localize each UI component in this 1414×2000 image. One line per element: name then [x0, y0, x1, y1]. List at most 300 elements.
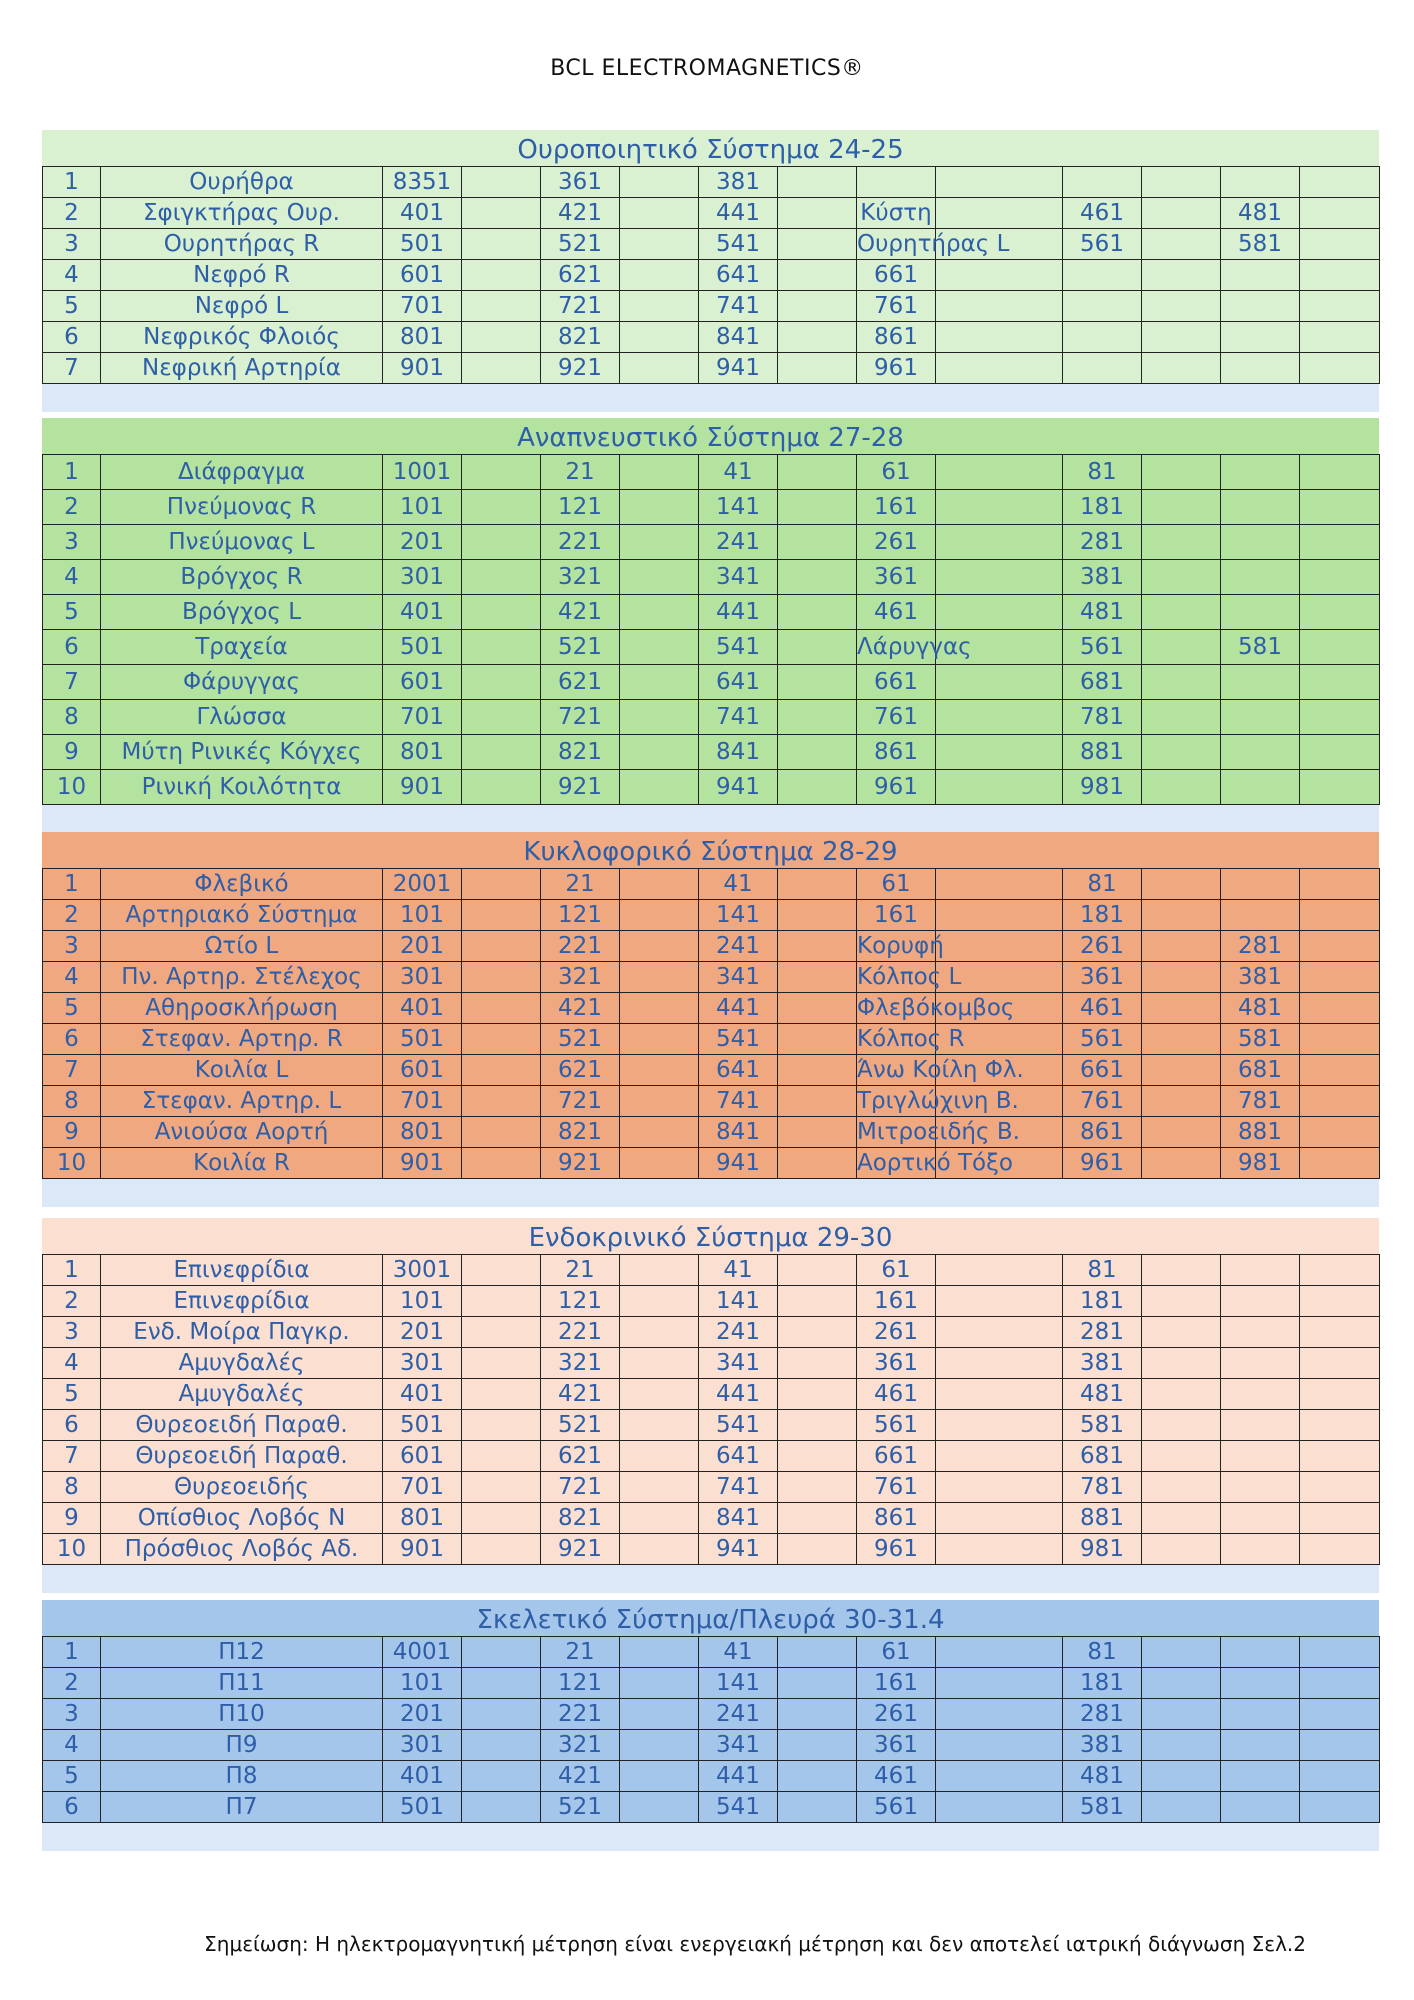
table-row — [43, 229, 1380, 260]
cell-value — [1221, 260, 1300, 291]
table-row — [43, 931, 1380, 962]
table-row — [43, 1534, 1380, 1565]
cell-value — [778, 700, 857, 735]
cell-value — [620, 198, 699, 229]
table-row — [43, 770, 1380, 805]
row-number: 7 — [43, 665, 101, 700]
cell-value — [778, 291, 857, 322]
row-number: 9 — [43, 735, 101, 770]
cell-value — [778, 1441, 857, 1472]
cell-value: 761 — [857, 291, 936, 322]
cell-value: 601 — [383, 665, 462, 700]
organ-name: Νεφρό L — [101, 291, 383, 322]
table-row — [43, 1055, 1380, 1086]
cell-value: 761 — [1063, 1086, 1142, 1117]
cell-value — [462, 1441, 541, 1472]
cell-value: 701 — [383, 1472, 462, 1503]
cell-value: 241 — [699, 931, 778, 962]
cell-value: 281 — [1063, 525, 1142, 560]
row-number: 6 — [43, 1410, 101, 1441]
row-number: 1 — [43, 869, 101, 900]
section-table — [42, 868, 1380, 1179]
cell-value — [462, 1730, 541, 1761]
organ-name: Διάφραγμα — [101, 455, 383, 490]
row-number: 6 — [43, 1792, 101, 1823]
cell-value: 881 — [1221, 1117, 1300, 1148]
cell-value — [1300, 735, 1380, 770]
cell-value: Κορυφή — [857, 931, 936, 962]
cell-value: 201 — [383, 1699, 462, 1730]
cell-value: 401 — [383, 198, 462, 229]
cell-value — [462, 700, 541, 735]
row-number: 10 — [43, 770, 101, 805]
cell-value: 261 — [857, 525, 936, 560]
cell-value — [620, 291, 699, 322]
cell-value — [1300, 869, 1380, 900]
cell-value — [1221, 291, 1300, 322]
cell-value — [1142, 1348, 1221, 1379]
cell-value — [1221, 322, 1300, 353]
table-row — [43, 1255, 1380, 1286]
organ-name: Θυρεοειδή Παραθ. — [101, 1441, 383, 1472]
cell-value: 761 — [857, 700, 936, 735]
cell-value: 401 — [383, 1379, 462, 1410]
cell-value: 361 — [857, 1348, 936, 1379]
row-number: 9 — [43, 1117, 101, 1148]
table-row — [43, 1792, 1380, 1823]
cell-value — [936, 1379, 1063, 1410]
section-5 — [42, 1600, 1379, 1851]
row-number: 7 — [43, 1055, 101, 1086]
cell-value — [462, 1086, 541, 1117]
organ-name: Ωτίο L — [101, 931, 383, 962]
cell-value — [1221, 1379, 1300, 1410]
organ-name: Πνεύμονας L — [101, 525, 383, 560]
cell-value — [1300, 1055, 1380, 1086]
cell-value — [620, 1148, 699, 1179]
cell-value: 661 — [857, 1441, 936, 1472]
cell-value — [1300, 630, 1380, 665]
row-number: 1 — [43, 1255, 101, 1286]
cell-value: 801 — [383, 322, 462, 353]
cell-value — [936, 1761, 1063, 1792]
cell-value: 141 — [699, 900, 778, 931]
cell-value — [620, 322, 699, 353]
organ-name: Πρόσθιος Λοβός Αδ. — [101, 1534, 383, 1565]
cell-value — [778, 900, 857, 931]
row-number: 2 — [43, 900, 101, 931]
cell-value — [1063, 322, 1142, 353]
cell-value — [1142, 630, 1221, 665]
cell-value: 201 — [383, 1317, 462, 1348]
organ-name: Νεφρική Αρτηρία — [101, 353, 383, 384]
cell-value — [462, 1055, 541, 1086]
cell-value: 41 — [699, 869, 778, 900]
cell-value — [462, 1534, 541, 1565]
cell-value — [857, 167, 936, 198]
cell-value: 21 — [541, 1637, 620, 1668]
cell-value — [1221, 353, 1300, 384]
cell-value — [462, 1668, 541, 1699]
cell-value — [936, 1534, 1063, 1565]
cell-value: 441 — [699, 993, 778, 1024]
table-row — [43, 322, 1380, 353]
cell-value — [936, 322, 1063, 353]
cell-value: 521 — [541, 1024, 620, 1055]
cell-value: 161 — [857, 900, 936, 931]
cell-value — [936, 198, 1063, 229]
cell-value: 821 — [541, 1503, 620, 1534]
cell-value — [778, 1534, 857, 1565]
cell-value — [462, 1761, 541, 1792]
cell-value — [778, 630, 857, 665]
row-number: 5 — [43, 993, 101, 1024]
organ-name: Στεφαν. Αρτηρ. L — [101, 1086, 383, 1117]
organ-name: Π7 — [101, 1792, 383, 1823]
table-row — [43, 1761, 1380, 1792]
cell-value: 841 — [699, 1117, 778, 1148]
row-number: 2 — [43, 1668, 101, 1699]
cell-value — [936, 1699, 1063, 1730]
cell-value: 981 — [1063, 770, 1142, 805]
cell-value: 301 — [383, 1348, 462, 1379]
cell-value: Λάρυγγας — [857, 630, 936, 665]
cell-value: 81 — [1063, 869, 1142, 900]
cell-value: 821 — [541, 322, 620, 353]
cell-value — [462, 869, 541, 900]
cell-value: 321 — [541, 1348, 620, 1379]
table-row — [43, 1148, 1380, 1179]
cell-value: 461 — [1063, 993, 1142, 1024]
cell-value: 741 — [699, 291, 778, 322]
organ-name: Θυρεοειδής — [101, 1472, 383, 1503]
cell-value — [620, 455, 699, 490]
cell-value: 481 — [1063, 1379, 1142, 1410]
organ-name: Βρόγχος R — [101, 560, 383, 595]
cell-value — [778, 1286, 857, 1317]
cell-value: 321 — [541, 560, 620, 595]
cell-value — [1063, 291, 1142, 322]
cell-value: 521 — [541, 630, 620, 665]
row-number: 3 — [43, 1699, 101, 1730]
cell-value — [462, 931, 541, 962]
cell-value: 781 — [1063, 1472, 1142, 1503]
cell-value: 581 — [1221, 630, 1300, 665]
cell-value — [1142, 1472, 1221, 1503]
cell-value: 821 — [541, 735, 620, 770]
cell-value: 961 — [857, 353, 936, 384]
section-title: Αναπνευστικό Σύστημα 27-28 — [517, 423, 904, 453]
cell-value — [462, 595, 541, 630]
cell-value — [462, 1117, 541, 1148]
cell-value — [1300, 198, 1380, 229]
cell-value — [1142, 1503, 1221, 1534]
organ-name: Βρόγχος L — [101, 595, 383, 630]
cell-value — [620, 1534, 699, 1565]
cell-value — [462, 1379, 541, 1410]
cell-value — [1221, 1668, 1300, 1699]
section-title: Σκελετικό Σύστημα/Πλευρά 30-31.4 — [476, 1605, 945, 1635]
cell-value: 281 — [1221, 931, 1300, 962]
cell-value — [620, 260, 699, 291]
cell-value — [1221, 665, 1300, 700]
section-title: Κυκλοφορικό Σύστημα 28-29 — [523, 837, 898, 867]
cell-value — [1221, 1534, 1300, 1565]
row-number: 3 — [43, 931, 101, 962]
cell-value: 761 — [857, 1472, 936, 1503]
cell-value: 481 — [1221, 198, 1300, 229]
cell-value: 661 — [1063, 1055, 1142, 1086]
cell-value: 401 — [383, 595, 462, 630]
cell-value: 781 — [1063, 700, 1142, 735]
cell-value — [936, 931, 1063, 962]
cell-value — [1221, 1255, 1300, 1286]
cell-value — [1142, 198, 1221, 229]
cell-value: 621 — [541, 260, 620, 291]
cell-value — [620, 735, 699, 770]
organ-name: Ανιούσα Αορτή — [101, 1117, 383, 1148]
cell-value — [1142, 595, 1221, 630]
cell-value — [462, 1317, 541, 1348]
cell-value — [1300, 1348, 1380, 1379]
cell-value — [1300, 1024, 1380, 1055]
cell-value: 641 — [699, 665, 778, 700]
cell-value — [620, 1317, 699, 1348]
cell-value — [620, 1348, 699, 1379]
cell-value — [620, 931, 699, 962]
cell-value — [620, 1086, 699, 1117]
cell-value — [620, 1441, 699, 1472]
cell-value: 801 — [383, 1503, 462, 1534]
row-number: 7 — [43, 353, 101, 384]
brand-title: BCL ELECTROMAGNETICS® — [550, 56, 864, 81]
row-number: 4 — [43, 260, 101, 291]
cell-value: 241 — [699, 1699, 778, 1730]
cell-value — [1142, 260, 1221, 291]
cell-value — [1300, 900, 1380, 931]
cell-value: 161 — [857, 490, 936, 525]
cell-value — [620, 229, 699, 260]
section-title: Ενδοκρινικό Σύστημα 29-30 — [528, 1223, 893, 1253]
cell-value — [936, 560, 1063, 595]
cell-value: Φλεβόκομβος — [857, 993, 936, 1024]
cell-value — [778, 1055, 857, 1086]
cell-value — [778, 455, 857, 490]
table-row — [43, 900, 1380, 931]
cell-value — [1221, 770, 1300, 805]
cell-value: 821 — [541, 1117, 620, 1148]
cell-value — [1221, 1637, 1300, 1668]
cell-value: 621 — [541, 1055, 620, 1086]
cell-value — [778, 595, 857, 630]
cell-value — [620, 525, 699, 560]
cell-value: Κόλπος R — [857, 1024, 936, 1055]
cell-value — [936, 490, 1063, 525]
cell-value — [1300, 665, 1380, 700]
cell-value — [1300, 595, 1380, 630]
cell-value — [462, 291, 541, 322]
row-number: 8 — [43, 1086, 101, 1117]
cell-value — [778, 1117, 857, 1148]
cell-value — [778, 1410, 857, 1441]
cell-value: 421 — [541, 198, 620, 229]
row-number: 3 — [43, 1317, 101, 1348]
cell-value — [1221, 490, 1300, 525]
cell-value — [778, 525, 857, 560]
cell-value — [1221, 1503, 1300, 1534]
section-title: Ουροποιητικό Σύστημα 24-25 — [517, 135, 904, 165]
cell-value — [778, 665, 857, 700]
cell-value: 721 — [541, 1086, 620, 1117]
cell-value: 3001 — [383, 1255, 462, 1286]
cell-value — [620, 1379, 699, 1410]
cell-value — [1142, 962, 1221, 993]
cell-value — [620, 1503, 699, 1534]
table-row — [43, 1730, 1380, 1761]
cell-value — [1063, 167, 1142, 198]
row-number: 3 — [43, 229, 101, 260]
cell-value — [778, 993, 857, 1024]
cell-value — [936, 455, 1063, 490]
cell-value: 681 — [1063, 1441, 1142, 1472]
table-row — [43, 1117, 1380, 1148]
cell-value: 501 — [383, 630, 462, 665]
cell-value: 41 — [699, 1637, 778, 1668]
cell-value: 621 — [541, 665, 620, 700]
row-number: 5 — [43, 291, 101, 322]
cell-value — [620, 1472, 699, 1503]
cell-value — [778, 260, 857, 291]
cell-value: 481 — [1221, 993, 1300, 1024]
cell-value: 101 — [383, 900, 462, 931]
cell-value: 81 — [1063, 1255, 1142, 1286]
cell-value: 121 — [541, 900, 620, 931]
cell-value: 701 — [383, 1086, 462, 1117]
cell-value — [1142, 665, 1221, 700]
cell-value — [620, 1761, 699, 1792]
table-row — [43, 560, 1380, 595]
row-number: 8 — [43, 700, 101, 735]
cell-value: 561 — [857, 1410, 936, 1441]
cell-value: 61 — [857, 1637, 936, 1668]
cell-value — [620, 1668, 699, 1699]
cell-value — [462, 353, 541, 384]
cell-value: 861 — [857, 322, 936, 353]
cell-value — [1300, 525, 1380, 560]
section-table — [42, 166, 1380, 384]
section-spacer — [42, 384, 1379, 412]
cell-value: 81 — [1063, 455, 1142, 490]
cell-value: 841 — [699, 322, 778, 353]
cell-value: 801 — [383, 735, 462, 770]
cell-value — [936, 1255, 1063, 1286]
cell-value: 541 — [699, 1024, 778, 1055]
cell-value — [1221, 869, 1300, 900]
cell-value — [936, 353, 1063, 384]
cell-value — [1300, 1761, 1380, 1792]
cell-value — [1300, 931, 1380, 962]
cell-value — [1142, 1117, 1221, 1148]
cell-value: 21 — [541, 869, 620, 900]
cell-value: 961 — [857, 770, 936, 805]
cell-value: 721 — [541, 700, 620, 735]
organ-name: Αθηροσκλήρωση — [101, 993, 383, 1024]
table-row — [43, 198, 1380, 229]
cell-value: 641 — [699, 260, 778, 291]
cell-value: 141 — [699, 490, 778, 525]
cell-value — [1300, 1699, 1380, 1730]
cell-value: 941 — [699, 1148, 778, 1179]
cell-value — [778, 1317, 857, 1348]
cell-value: 401 — [383, 993, 462, 1024]
row-number: 10 — [43, 1148, 101, 1179]
cell-value — [936, 1503, 1063, 1534]
cell-value: 961 — [857, 1534, 936, 1565]
table-row — [43, 1024, 1380, 1055]
cell-value — [462, 260, 541, 291]
cell-value: 861 — [857, 735, 936, 770]
cell-value — [1221, 735, 1300, 770]
cell-value — [1221, 1472, 1300, 1503]
cell-value — [462, 229, 541, 260]
cell-value — [462, 490, 541, 525]
cell-value: 521 — [541, 1792, 620, 1823]
cell-value: 901 — [383, 1534, 462, 1565]
cell-value — [1221, 700, 1300, 735]
cell-value: 901 — [383, 1148, 462, 1179]
table-row — [43, 1086, 1380, 1117]
row-number: 6 — [43, 322, 101, 353]
cell-value — [1221, 560, 1300, 595]
cell-value — [778, 353, 857, 384]
cell-value — [620, 167, 699, 198]
cell-value — [1300, 1286, 1380, 1317]
organ-name: Νεφρό R — [101, 260, 383, 291]
cell-value: 421 — [541, 1379, 620, 1410]
cell-value — [1221, 1286, 1300, 1317]
row-number: 4 — [43, 1730, 101, 1761]
section-table — [42, 1254, 1380, 1565]
cell-value: 341 — [699, 1348, 778, 1379]
cell-value: Άνω Κοίλη Φλ. — [857, 1055, 936, 1086]
row-number: 5 — [43, 1761, 101, 1792]
cell-value: 661 — [857, 260, 936, 291]
cell-value — [1300, 1503, 1380, 1534]
organ-name: Επινεφρίδια — [101, 1255, 383, 1286]
row-number: 10 — [43, 1534, 101, 1565]
table-row — [43, 260, 1380, 291]
section-spacer — [42, 1179, 1379, 1207]
cell-value — [1300, 1730, 1380, 1761]
cell-value — [462, 1699, 541, 1730]
cell-value — [1142, 560, 1221, 595]
cell-value: 341 — [699, 560, 778, 595]
cell-value — [1142, 322, 1221, 353]
table-row — [43, 1348, 1380, 1379]
cell-value — [936, 595, 1063, 630]
cell-value — [1300, 455, 1380, 490]
cell-value: 581 — [1063, 1792, 1142, 1823]
cell-value — [778, 1024, 857, 1055]
cell-value: 441 — [699, 595, 778, 630]
cell-value: 901 — [383, 770, 462, 805]
organ-name: Επινεφρίδια — [101, 1286, 383, 1317]
cell-value — [778, 770, 857, 805]
cell-value: 341 — [699, 1730, 778, 1761]
organ-name: Αμυγδαλές — [101, 1348, 383, 1379]
cell-value: 61 — [857, 1255, 936, 1286]
cell-value — [1142, 869, 1221, 900]
